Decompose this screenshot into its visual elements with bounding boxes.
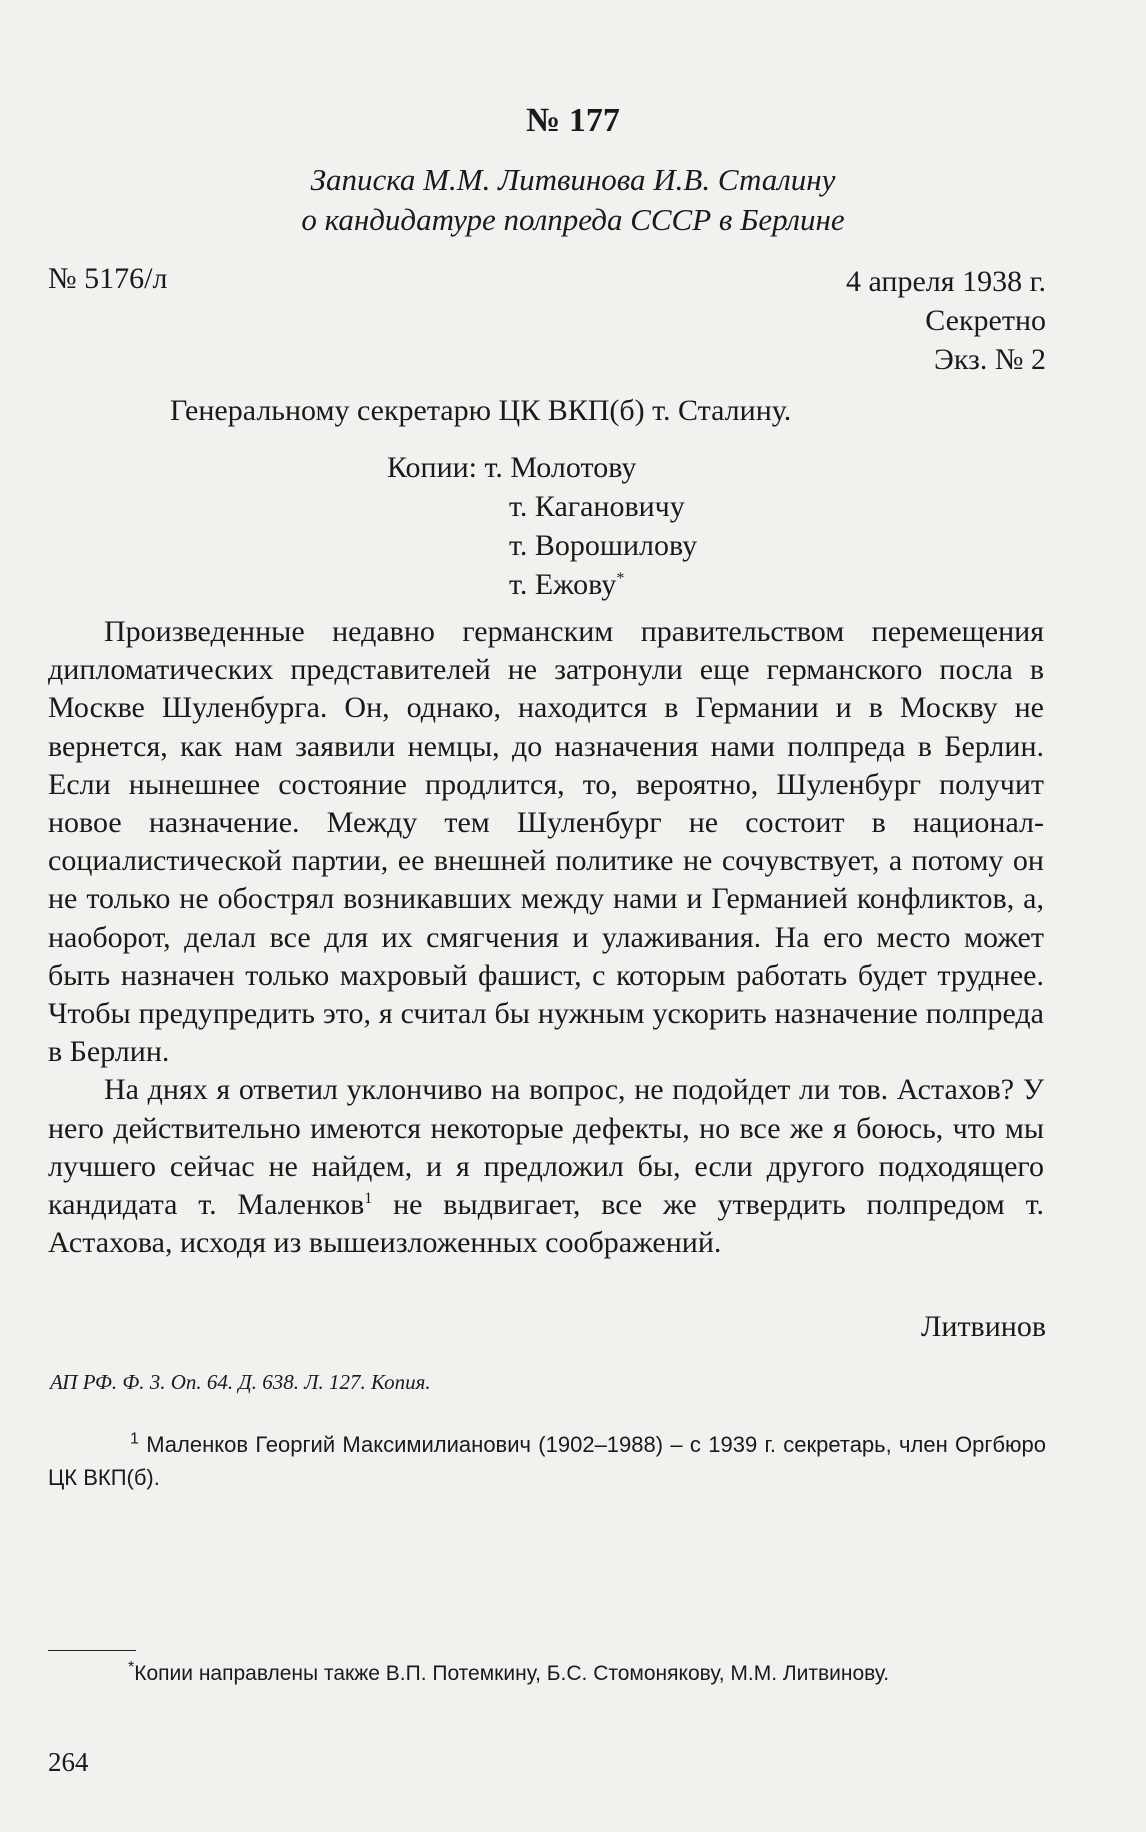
- footnote-2: [128, 1659, 890, 1686]
- copies-list: [387, 448, 697, 604]
- copies-recipient: Копии: т. Молотову: [387, 451, 637, 484]
- body-paragraph: Произведенные недавно германским правительством перемещения дипломатических представителей не затронули еще германского посла в Москве Шуленбурга. Он, однако, находится в Германии и в Москву не вернется, как нам заявили немцы, до назначения нами полпреда в Берлин. Если нынешнее состояние продлится, то, вероятно, Шуленбург получит новое назначение. Между тем Шуленбург не состоит в национал-социалистической партии, ее внешней политике не сочувствует, а потому он не только не обострял возникавших между нами и Германией конфликтов, а, наоборот, делал все для их смягчения и улаживания. На его место может быть назначен только махровый фашист, с которым работать будет труднее. Чтобы предупредить это, я считал бы нужным ускорить назначение полпреда в Берлин.: [48, 615, 1044, 1069]
- document-title: [0, 160, 1146, 240]
- body-paragraph-text: не выдвигает, все же утвердить полпредом т. Астахова, исходя из вышеизложенных соображений.: [48, 1188, 1044, 1260]
- copies-footnote-marker: *: [616, 570, 625, 587]
- letter-body: [48, 613, 1044, 1262]
- footnote-ref: 1: [364, 1190, 373, 1208]
- document-number: № 177: [526, 102, 620, 139]
- title-line-2: о кандидатуре полпреда СССР в Берлине: [301, 202, 845, 237]
- footnote-2-text: Копии направлены также В.П. Потемкину, Б.С. Стомонякову, М.М. Литвинову.: [134, 1662, 890, 1685]
- addressee: Генеральному секретарю ЦК ВКП(б) т. Сталину.: [170, 394, 792, 427]
- archive-source: АП РФ. Ф. 3. Оп. 64. Д. 638. Л. 127. Копия.: [50, 1370, 431, 1394]
- page-number: 264: [48, 1747, 89, 1777]
- copy-number: Экз. № 2: [934, 343, 1046, 376]
- body-paragraph-text: На днях я ответил уклончиво на вопрос, не подойдет ли тов. Астахов? У него действительно имеются некоторые дефекты, но все же я боюсь, что мы лучшего сейчас не найдем, и я предложил бы, если другого подходящего кандидата т. Маленков: [48, 1073, 1044, 1222]
- footnote-1: [48, 1428, 1046, 1494]
- copies-recipient: т. Ворошилову: [509, 529, 698, 562]
- document-date: 4 апреля 1938 г.: [846, 265, 1046, 298]
- copies-recipient: [387, 565, 697, 604]
- footnote-1-marker: 1: [130, 1430, 139, 1448]
- footnote-1-text: Маленков Георгий Максимилианович (1902–1988) – с 1939 г. секретарь, член Оргбюро ЦК ВКП(б).: [48, 1432, 1046, 1490]
- signature: Литвинов: [921, 1310, 1046, 1343]
- footnote-2-marker: *: [128, 1659, 135, 1676]
- copies-recipient-name: т. Ежову: [509, 568, 617, 601]
- document-meta: [846, 262, 1046, 379]
- footnote-divider: [48, 1650, 136, 1651]
- copies-recipient: т. Кагановичу: [509, 490, 685, 523]
- registration-number: № 5176/л: [48, 262, 168, 295]
- title-line-1: Записка М.М. Литвинова И.В. Сталину: [310, 162, 836, 197]
- classification-label: Секретно: [925, 304, 1046, 337]
- body-paragraph: [48, 1071, 1044, 1262]
